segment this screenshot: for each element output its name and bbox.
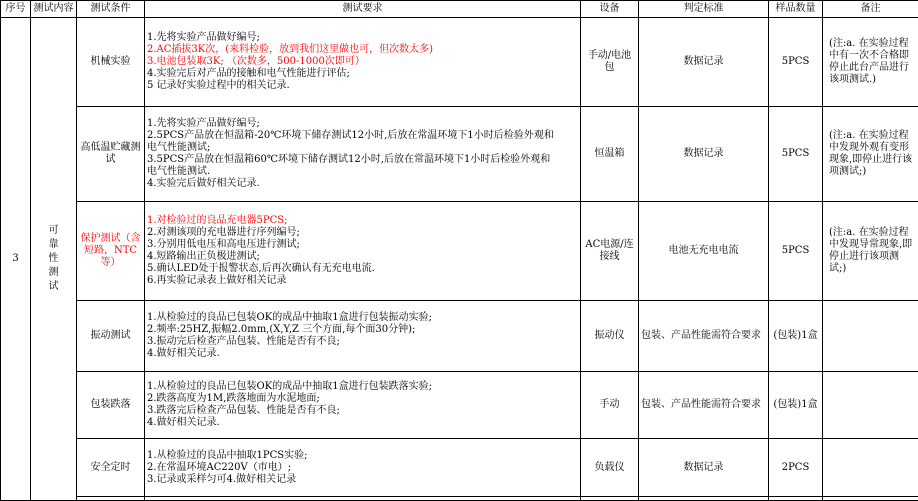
requirement-line: 1.先将实验产品做好编号; <box>147 32 578 44</box>
equipment-cell: 恒温箱 <box>581 107 639 202</box>
requirement-line: 3.分别用低电压和高电压进行测试; <box>147 239 578 251</box>
equipment-cell: 振动仪 <box>581 301 639 372</box>
requirement-line: 1.从检验过的良品已包装OK的成品中抽取1盒进行包装跌落实验; <box>147 381 578 393</box>
requirement-line: 3.5PCS产品放在恒温箱60℃环境下储存测试12小时,后放在常温环境下1小时后检验外观和 <box>147 154 578 166</box>
header-condition: 测试条件 <box>77 1 145 18</box>
header-requirements: 测试要求 <box>145 1 581 18</box>
header-criteria: 判定标准 <box>639 1 769 18</box>
criteria-cell: 电池无充电电流 <box>639 202 769 301</box>
table-row <box>1 107 918 202</box>
requirement-line: 4.做好相关记录. <box>147 348 578 360</box>
requirement-line: 1.先将实验产品做好编号; <box>147 118 578 130</box>
header-content: 测试内容 <box>31 1 77 18</box>
table-row <box>1 18 918 107</box>
requirements-cell <box>145 18 581 107</box>
condition-cell: 包装跌落 <box>77 372 145 439</box>
note-cell: (注:a. 在实验过程中发现外观有变形现象,即停止进行该项测试;) <box>823 107 918 202</box>
equipment-cell: 手动 <box>581 372 639 439</box>
requirement-line: 5.确认LED处于报警状态,后再次确认有无充电电流. <box>147 263 578 275</box>
header-serial: 序号 <box>1 1 31 18</box>
requirement-line: 4.短路输出正负极进测试; <box>147 251 578 263</box>
requirement-line: 5 记录好实验过程中的相关记录. <box>147 80 578 92</box>
table-row <box>1 372 918 439</box>
equipment-cell: 手动/电池包 <box>581 18 639 107</box>
table-row <box>1 439 918 497</box>
criteria-cell: 数据记录 <box>639 439 769 497</box>
test-content-cell <box>31 18 77 501</box>
requirement-line: 4.实验完后做好相关记录. <box>147 178 578 190</box>
requirement-line: 2.对测该项的充电器进行序列编号; <box>147 227 578 239</box>
requirement-line: 4.实验完后对产品的接触和电气性能进行评估; <box>147 68 578 80</box>
requirement-line: 1.从检验过的良品已包装OK的成品中抽取1盒进行包装振动实验; <box>147 312 578 324</box>
requirement-line: 1.从检验过的良品中抽取1PCS实验; <box>147 450 578 462</box>
note-cell <box>823 439 918 497</box>
criteria-cell: 数据记录 <box>639 18 769 107</box>
criteria-cell: 包装、产品性能需符合要求 <box>639 301 769 372</box>
requirement-line: 2.跌落高度为1M,跌落地面为水泥地面; <box>147 393 578 405</box>
requirement-line: 3.电池包装取3K; （次数多，500-1000次即可） <box>147 56 578 68</box>
note-cell: (注:a. 在实验过程中有一次不合格即停止此台产品进行该项测试.) <box>823 18 918 107</box>
requirements-cell <box>145 202 581 301</box>
header-equipment: 设备 <box>581 1 639 18</box>
quantity-cell: 5PCS <box>769 18 823 107</box>
quantity-cell: 5PCS <box>769 202 823 301</box>
requirements-cell <box>145 439 581 497</box>
requirement-line: 电气性能测试. <box>147 166 578 178</box>
condition-cell: 保护测试（含短路，NTC等） <box>77 202 145 301</box>
requirement-line: 2.5PCS产品放在恒温箱-20℃环境下储存测试12小时,后放在常温环境下1小时后检验外观和 <box>147 130 578 142</box>
requirement-line: 3.记录或采样匀可4.做好相关记录 <box>147 474 578 486</box>
requirement-line: 6.再实验记录表上做好相关记录 <box>147 275 578 287</box>
condition-cell: 高低温贮藏测试 <box>77 107 145 202</box>
table-row <box>1 301 918 372</box>
note-cell <box>823 301 918 372</box>
header-row <box>1 1 918 18</box>
content-char: 试 <box>33 280 74 294</box>
requirement-line: 3.振动完后检查产品包装、性能是否有不良; <box>147 336 578 348</box>
content-char: 可 <box>33 224 74 238</box>
header-quantity: 样品数量 <box>769 1 823 18</box>
requirement-line: 4.做好相关记录. <box>147 417 578 429</box>
equipment-cell: AC电源/连接线 <box>581 202 639 301</box>
criteria-cell: 包装、产品性能需符合要求 <box>639 372 769 439</box>
quantity-cell: (包装)1盒 <box>769 301 823 372</box>
content-char: 测 <box>33 266 74 280</box>
note-cell: (注:a. 在实验过程中发现导常现象,即停止进行该项测试;) <box>823 202 918 301</box>
content-char: 性 <box>33 252 74 266</box>
criteria-cell: 数据记录 <box>639 107 769 202</box>
header-note: 备注 <box>823 1 918 18</box>
requirement-line: 3.跌落完后检查产品包装、性能是否有不良; <box>147 405 578 417</box>
requirement-line: 1.对检验过的良品充电器5PCS; <box>147 215 578 227</box>
requirements-cell <box>145 372 581 439</box>
quantity-cell: 2PCS <box>769 439 823 497</box>
quantity-cell: (包装)1盒 <box>769 372 823 439</box>
table-row <box>1 202 918 301</box>
condition-cell: 机械实验 <box>77 18 145 107</box>
requirements-cell <box>145 107 581 202</box>
note-cell <box>823 372 918 439</box>
equipment-cell: 负载仪 <box>581 439 639 497</box>
requirements-cell <box>145 301 581 372</box>
requirement-line: 2.在常温环境AC220V（市电）; <box>147 462 578 474</box>
content-char: 靠 <box>33 238 74 252</box>
serial-cell: 3 <box>1 18 31 501</box>
requirement-line: 电气性能测试; <box>147 142 578 154</box>
requirement-line: 2.AC插拔3K次，(来料检验，放到我们这里做也可，但次数太多) <box>147 44 578 56</box>
condition-cell: 振动测试 <box>77 301 145 372</box>
requirement-line: 2.频率:25HZ,振幅2.0mm,(X,Y,Z 三个方面,每个面30分钟); <box>147 324 578 336</box>
condition-cell: 安全定时 <box>77 439 145 497</box>
quantity-cell: 5PCS <box>769 107 823 202</box>
